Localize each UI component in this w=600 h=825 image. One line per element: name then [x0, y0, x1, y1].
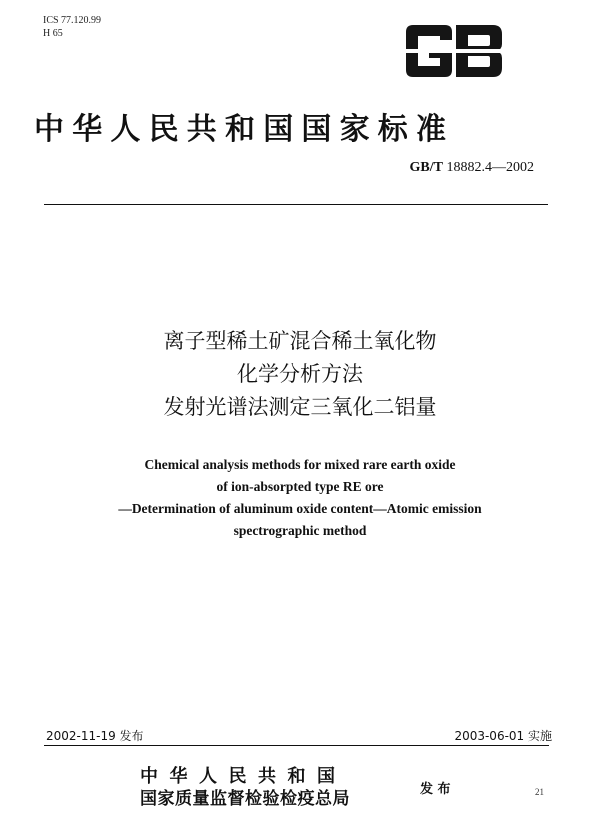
chinese-title-line-1: 离子型稀土矿混合稀土氧化物 [163, 329, 437, 353]
issuer-line-1: 中华人民共和国 [140, 766, 347, 787]
issuer-publish-label: 发 布 [420, 782, 451, 797]
gb-logo-icon [398, 22, 508, 80]
issuer-line-2: 国家质量监督检验检疫总局 [140, 789, 350, 809]
bottom-divider [44, 745, 549, 746]
english-title-line-3: —Determination of aluminum oxide content—Atomic emission [118, 501, 482, 516]
issue-date: 2002-11-19 发布 [46, 729, 144, 743]
english-title-line-4: spectrographic method [233, 523, 367, 538]
standard-category-title: 中华人民共和国国家标准 [34, 112, 455, 147]
english-title-line-2: of ion-absorpted type RE ore [216, 479, 384, 494]
ics-code: ICS 77.120.99 [43, 15, 102, 26]
chinese-title-line-2: 化学分析方法 [237, 362, 363, 386]
page-number: 21 [535, 787, 544, 797]
english-title [0, 454, 600, 542]
issuing-authority [140, 766, 350, 810]
svg-text:GB: GB [398, 22, 400, 23]
standard-number [410, 160, 534, 176]
chinese-title [0, 325, 600, 424]
class-code: H 65 [43, 28, 63, 39]
standard-number-value: 18882.4—2002 [446, 160, 534, 175]
chinese-title-line-3: 发射光谱法测定三氧化二铝量 [163, 395, 437, 419]
standard-number-prefix: GB/T [409, 160, 443, 175]
top-divider [44, 204, 548, 205]
classification-codes [43, 14, 101, 40]
implementation-date: 2003-06-01 实施 [454, 729, 552, 743]
english-title-line-1: Chemical analysis methods for mixed rare earth oxide [144, 457, 456, 472]
